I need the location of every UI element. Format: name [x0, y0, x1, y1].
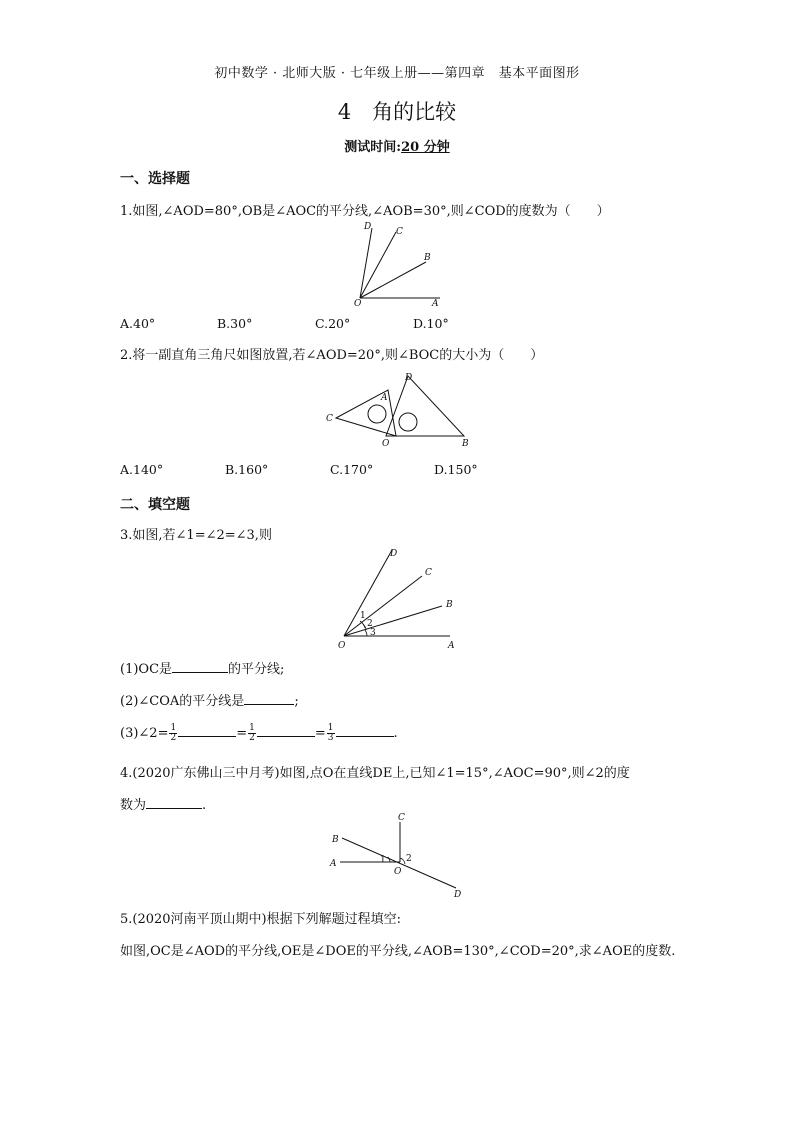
label-a: A [432, 299, 439, 309]
q1-option-c: C.20° [315, 316, 351, 331]
q4-prefix: 数为 [120, 798, 147, 813]
fraction-den: 3 [327, 733, 334, 743]
label-d: D [405, 373, 413, 383]
angle-arc-1 [388, 857, 390, 862]
label-o: O [394, 867, 402, 877]
q3-part-2 [120, 690, 299, 709]
angle-label-2: 2 [406, 854, 412, 864]
triangle-odb [386, 376, 464, 436]
test-time-value: 20 分钟 [401, 140, 450, 155]
question-1-text: 1.如图,∠AOD=80°,OB是∠AOC的平分线,∠AOB=30°,则∠COD的度数为（ ） [120, 204, 610, 219]
angle-label-1: 1 [360, 611, 366, 621]
label-a: A [381, 393, 388, 403]
label-c: C [396, 227, 403, 237]
label-o: O [338, 641, 346, 651]
q1-option-d: D.10° [413, 316, 449, 331]
fraction-den: 2 [170, 733, 177, 743]
q3-part-1-prefix: (1)OC是 [120, 662, 173, 677]
question-3-text: 3.如图,若∠1=∠2=∠3,则 [120, 528, 272, 543]
label-b: B [424, 253, 431, 263]
label-a: A [330, 859, 337, 869]
label-o: O [382, 439, 390, 449]
angle-arc-3 [365, 630, 367, 636]
question-4-text: 4.(2020广东佛山三中月考)如图,点O在直线DE上,已知∠1=15°,∠AOC=90°,则∠2的度 [120, 766, 630, 781]
line-bd [342, 838, 456, 888]
fraction-num: 1 [170, 723, 177, 733]
q3-blank-4[interactable] [257, 724, 315, 737]
fraction-num: 1 [249, 723, 255, 733]
question-3-figure [330, 544, 470, 652]
q1-option-a: A.40° [120, 316, 156, 331]
q1-option-b: B.30° [217, 316, 253, 331]
page-title: 4 角的比较 [337, 100, 457, 124]
q3-blank-2[interactable] [244, 692, 294, 705]
question-4-figure [320, 812, 470, 902]
angle-label-1: 1 [380, 855, 386, 865]
section-choice-title: 一、选择题 [120, 171, 190, 187]
angle-label-3: 3 [370, 628, 376, 638]
q4-blank[interactable] [146, 796, 202, 809]
q3-part-1 [120, 658, 284, 677]
angle-label-2: 2 [367, 619, 373, 629]
question-4-text-2 [120, 794, 206, 813]
period: . [393, 726, 398, 741]
q3-part-1-suffix: 的平分线; [228, 662, 285, 677]
label-b: B [446, 600, 453, 610]
label-b: B [332, 835, 339, 845]
fraction-third [327, 724, 335, 743]
label-c: C [425, 568, 432, 578]
fraction-num: 1 [327, 723, 334, 733]
section-fill-title: 二、填空题 [120, 497, 190, 513]
question-1-figure [340, 218, 460, 310]
q2-option-d: D.150° [434, 462, 478, 477]
question-5-text: 5.(2020河南平顶山期中)根据下列解题过程填空: [120, 912, 402, 927]
question-2-figure [320, 368, 480, 452]
label-a: A [448, 641, 455, 651]
q3-blank-3[interactable] [178, 724, 236, 737]
circle-hole-left [368, 405, 386, 423]
q3-part-2-suffix: ; [294, 694, 299, 709]
q3-part-3-prefix: (3)∠2= [120, 726, 169, 741]
q3-blank-1[interactable] [172, 660, 228, 673]
q3-blank-5[interactable] [336, 724, 394, 737]
fraction-den: 2 [249, 733, 255, 743]
ray-oc [344, 576, 422, 636]
label-c: C [326, 414, 333, 424]
q2-option-a: A.140° [120, 462, 164, 477]
circle-hole-right [399, 413, 417, 431]
fraction-half-1 [169, 724, 177, 743]
test-time-label: 测试时间: [344, 140, 402, 155]
label-o: O [354, 299, 362, 309]
q2-option-b: B.160° [225, 462, 269, 477]
question-2-text: 2.将一副直角三角尺如图放置,若∠AOD=20°,则∠BOC的大小为（ ） [120, 348, 544, 363]
fraction-half-2 [248, 724, 256, 743]
label-b: B [462, 439, 469, 449]
q3-part-2-prefix: (2)∠COA的平分线是 [120, 694, 245, 709]
equals-sign: = [236, 726, 248, 741]
q2-option-c: C.170° [330, 462, 374, 477]
test-time [0, 136, 794, 155]
q3-part-3 [120, 724, 398, 743]
question-5-text-2: 如图,OC是∠AOD的平分线,OE是∠DOE的平分线,∠AOB=130°,∠COD=20°,求∠AOE的度数. [120, 944, 676, 959]
label-d: D [390, 549, 398, 559]
equals-sign: = [314, 726, 326, 741]
page-header: 初中数学 · 北师大版 · 七年级上册——第四章 基本平面图形 [214, 66, 580, 81]
label-c: C [398, 813, 405, 823]
angle-arc-2 [400, 858, 405, 864]
q4-suffix: . [202, 798, 207, 813]
label-d: D [364, 222, 372, 232]
label-d: D [454, 890, 462, 900]
